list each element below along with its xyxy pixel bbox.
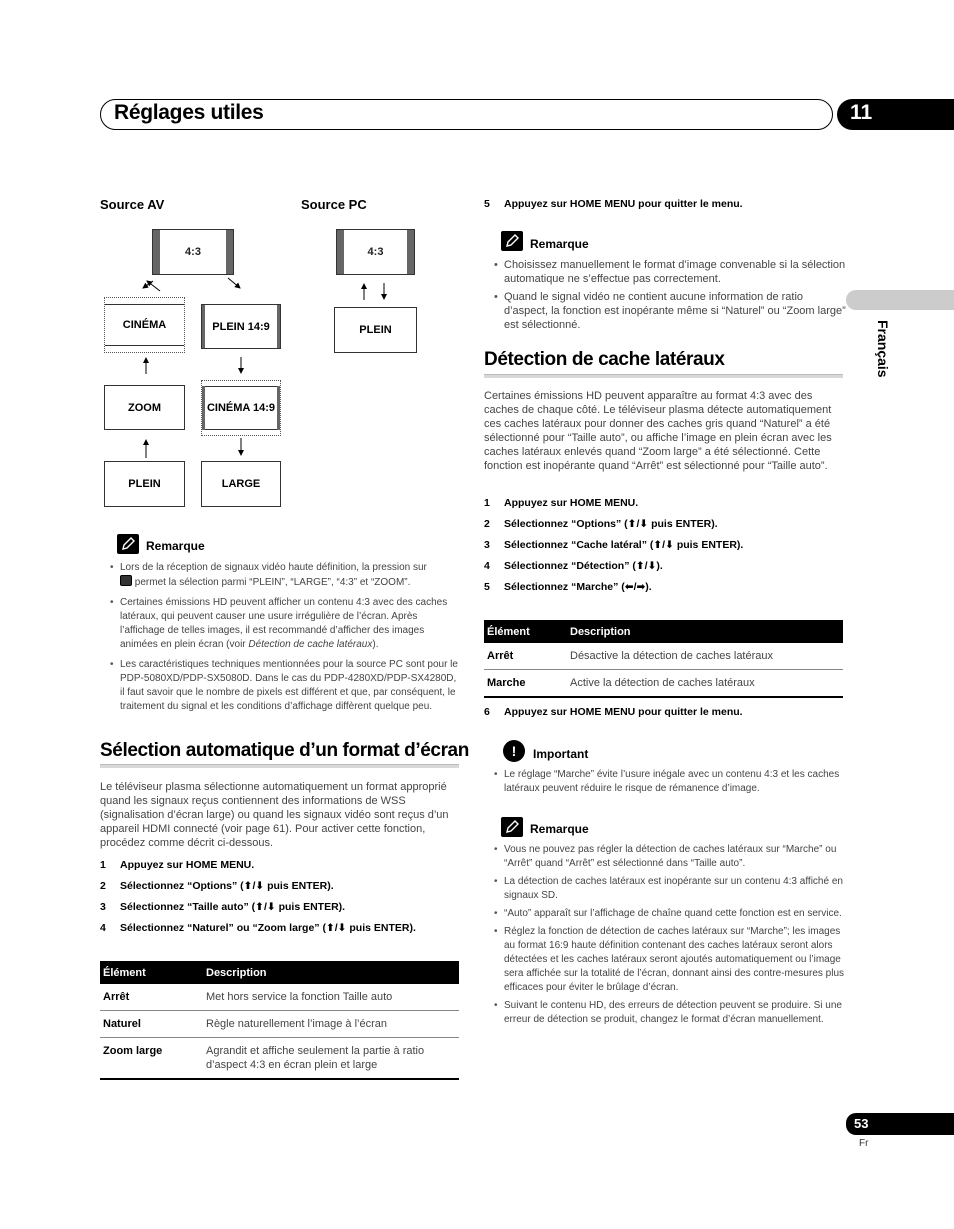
table-row: Arrêt Désactive la détection de caches latéraux <box>484 643 843 670</box>
av-screen-43 <box>152 229 234 275</box>
step: 5 Sélectionnez “Marche” (⬅/➡). <box>484 581 652 593</box>
section1-steps <box>100 858 470 935</box>
list-item: • Le réglage “Marche” évite l’usure inégale avec un contenu 4:3 et les caches latéraux peuvent réduire le risque de rémanence d’image. <box>494 768 846 796</box>
step: 1 Appuyez sur HOME MENU. <box>484 497 639 509</box>
list-item: • La détection de caches latéraux est inopérante sur un contenu 4:3 affiché en signaux SD. <box>494 875 846 903</box>
step: 3 Sélectionnez “Taille auto” (⬆/⬇ puis ENTER). <box>100 901 346 913</box>
pc-box-plein-label: PLEIN <box>359 324 392 336</box>
note-icon <box>501 817 523 837</box>
right-step-5: 5 Appuyez sur HOME MENU pour quitter le menu. <box>484 198 743 210</box>
section2-step-6: 6 Appuyez sur HOME MENU pour quitter le menu. <box>484 706 743 718</box>
av-box-cinema-label: CINÉMA <box>122 319 167 331</box>
table-row: Zoom large Agrandit et affiche seulement la partie à ratio d’aspect 4:3 en écran plein et large <box>100 1038 459 1080</box>
important-heading: Important <box>533 747 589 761</box>
language-label-wrap <box>875 320 891 384</box>
av-box-plein149-label: PLEIN 14:9 <box>212 320 270 333</box>
important-icon <box>502 739 526 763</box>
section-rule <box>484 374 843 378</box>
list-item: • Lors de la réception de signaux vidéo haute définition, la pression sur permet la sélection parmi “PLEIN”, “LARGE”, “4:3” et “ZOOM”. <box>110 561 462 590</box>
pc-screen-43-label: 4:3 <box>367 246 384 258</box>
section-title-side-mask: Détection de cache latéraux <box>484 349 725 370</box>
section2-note-heading: Remarque <box>530 822 589 836</box>
page-language: Fr <box>859 1138 869 1149</box>
note-icon <box>501 231 523 251</box>
pc-screen-43 <box>336 229 415 275</box>
remote-button-icon <box>120 575 132 586</box>
table-header-element: Élément <box>100 961 203 984</box>
list-item: • Vous ne pouvez pas régler la détection de caches latéraux sur “Marche” ou “Arrêt” quand “Arrêt” est sélectionné dans “Taille auto”. <box>494 843 846 871</box>
step: 4 Sélectionnez “Naturel” ou “Zoom large” (⬆/⬇ puis ENTER). <box>100 922 416 934</box>
arrow-cinema-to-43 <box>147 281 160 291</box>
language-tab <box>846 290 954 310</box>
source-av-label: Source AV <box>100 197 165 212</box>
list-item: • “Auto” apparaît sur l’affichage de chaîne quand cette fonction est en service. <box>494 907 846 921</box>
arrow-43-to-plein149 <box>228 278 240 288</box>
chapter-number: 11 <box>850 101 873 124</box>
section-title-auto-format: Sélection automatique d’un format d’écran <box>100 740 469 761</box>
section2-note-list <box>494 843 846 1027</box>
section1-table <box>100 961 459 1080</box>
av-box-zoom-label: ZOOM <box>128 401 161 414</box>
important-list <box>494 768 846 796</box>
source-pc-label: Source PC <box>301 197 367 212</box>
av-screen-43-label: 4:3 <box>185 246 201 258</box>
av-box-cinema149-label: CINÉMA 14:9 <box>206 402 276 414</box>
list-item: • Quand le signal vidéo ne contient aucune information de ratio d’aspect, la fonction est inopérante même si “Naturel” ou “Zoom large” est sélectionné. <box>494 290 846 332</box>
table-header-description: Description <box>567 620 843 643</box>
av-box-large-label: LARGE <box>221 478 261 490</box>
step: 2 Sélectionnez “Options” (⬆/⬇ puis ENTER). <box>484 518 718 530</box>
right-note-heading: Remarque <box>530 237 589 251</box>
page-title: Réglages utiles <box>114 101 264 124</box>
list-item: • Réglez la fonction de détection de caches latéraux sur “Marche”; les images au format 16:9 haute définition contenant des caches latéraux seront alors détectées et les caches latéraux seront ajoutés automatiquement ou l’image sera affichée sur la totalité de l’écran, donnant ainsi des contre-mesures plus efficaces pour éviter le brûlage d’écran. <box>494 925 846 995</box>
svg-text:!: ! <box>511 743 517 759</box>
list-item: • Certaines émissions HD peuvent afficher un contenu 4:3 avec des caches latéraux, qui peuvent causer une usure irrégulière de l’écran. Après l’affichage de telles images, il est recommandé d’afficher des images animées en plein écran (voir Détection de cache latéraux). <box>110 596 462 652</box>
section2-table <box>484 620 843 698</box>
right-note-list <box>494 258 846 332</box>
language-label: Français <box>875 320 891 378</box>
note-icon <box>117 534 139 554</box>
step: 4 Sélectionnez “Détection” (⬆/⬇). <box>484 560 663 572</box>
section-rule <box>100 764 459 768</box>
section2-intro: Certaines émissions HD peuvent apparaître au format 4:3 avec des caches de chaque côté. Le téléviseur plasma détecte automatiquement ces caches latéraux pour donner des caches gris quand “Naturel” a été sélectionné pour “Taille auto”, ou affiche l’image en plein écran avec les caches latéraux enlevés quand “Zoom large” a été sélectionné. Cette fonction est inopérante quand “Arrêt” est sélectionné pour “Taille auto”. <box>484 390 832 472</box>
step: 1 Appuyez sur HOME MENU. <box>100 859 255 871</box>
table-header-element: Élément <box>484 620 567 643</box>
page-number: 53 <box>854 1116 869 1131</box>
step: 2 Sélectionnez “Options” (⬆/⬇ puis ENTER). <box>100 880 334 892</box>
left-note-list <box>110 561 462 714</box>
table-row: Naturel Règle naturellement l’image à l’écran <box>100 1011 459 1038</box>
diagram-arrows <box>95 270 435 470</box>
list-item: • Suivant le contenu HD, des erreurs de détection peuvent se produire. Si une erreur de détection se produit, changez le format d’écran manuellement. <box>494 999 846 1027</box>
list-item: • Choisissez manuellement le format d’image convenable si la sélection automatique ne s’effectue pas correctement. <box>494 258 846 286</box>
av-box-plein-label: PLEIN <box>128 478 161 490</box>
step: 3 Sélectionnez “Cache latéral” (⬆/⬇ puis ENTER). <box>484 539 744 551</box>
section1-intro: Le téléviseur plasma sélectionne automatiquement un format approprié quand les signaux reçus contiennent des informations de WSS (signalisation d’écran large) ou quand les signaux vidéo sont reçus d’un appareil HDMI connecté (voir page 61). Pour activer cette fonction, procédez comme décrit ci-dessous. <box>100 781 449 849</box>
table-row: Arrêt Met hors service la fonction Taille auto <box>100 984 459 1011</box>
list-item: • Les caractéristiques techniques mentionnées pour la source PC sont pour le PDP-5080XD/PDP-SX5080D. Dans le cas du PDP-4280XD/PDP-SX4280D, il faut savoir que le nombre de pixels est différent et que, par conséquent, le traitement du signal et les conditions d’affichage diffèrent quelque peu. <box>110 658 462 714</box>
table-row: Marche Active la détection de caches latéraux <box>484 670 843 698</box>
left-note-heading: Remarque <box>146 539 205 553</box>
section2-steps <box>484 496 844 594</box>
table-header-description: Description <box>203 961 459 984</box>
